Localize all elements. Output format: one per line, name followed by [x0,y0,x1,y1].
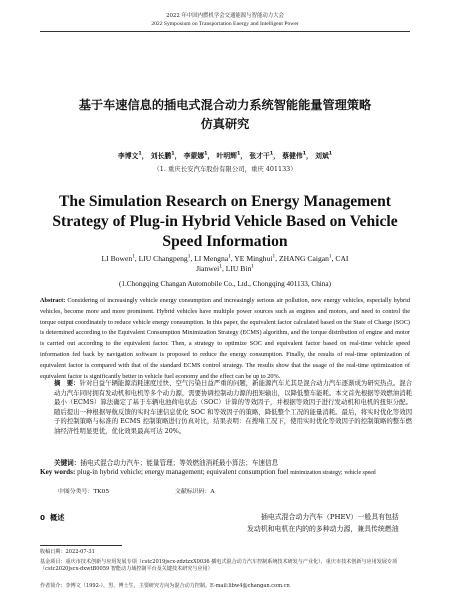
cn-author-list: 李博文$^1$， 刘长鹏$^1$， 李蒙娜$^1$， 叶明辉$^1$， 张才干$^1$， 蔡健伟$^1$， 刘斌$^1$ [117,151,333,160]
header-rule [40,31,410,32]
cn-keywords [54,459,412,468]
cn-keywords-label: 关键词： [54,459,81,467]
cn-title-line2: 仿真研究 [200,117,250,131]
cn-author: 李蒙娜 [183,152,205,160]
classification-number: 中图分类号：TK05 [58,489,110,495]
en-author-affil-mark: 1 [328,253,332,260]
en-author-affil-mark: 1 [132,253,135,260]
cn-author: 蔡健伟 [282,152,303,160]
running-head-en: 2022 Symposium on Transportation Energy and Intelligent Power [151,21,299,27]
en-abstract-label: Abstract: [40,297,66,304]
footnote-rule [40,545,122,546]
body-text [247,512,412,536]
en-title-line1: The Simulation Research on Energy Management [59,193,391,210]
en-abstract [40,296,410,382]
en-title-line3: Speed Information [162,233,288,250]
cn-keywords-text: 插电式混合动力汽车；能量管理；等效燃油消耗最小算法；车速信息 [80,459,279,467]
footnote-received: 收稿日期：2022-07-31 [40,549,95,555]
en-author-affil-mark: 1 [251,263,254,270]
en-author: LI Mengna [194,254,229,263]
cn-author: 刘长鹏 [150,152,172,160]
cn-abstract-label: 摘 要： [54,379,80,387]
en-author-affil-mark: 1 [187,253,191,260]
en-keywords [40,468,412,479]
en-title-line2: Strategy of Plug-in Hybrid Vehicle Based on Vehicle [52,213,398,230]
cn-author: 刘斌 [315,152,329,160]
en-abstract-text: Considering of increasingly vehicle energy consumption and increasingly serious air pollution, new energy vehicles, especially hybrid vehicles, become more and more prominent. Hybrid vehicles have multiple power sources such as engines and motors, and need to control the torque output coordinately to reduce vehicle energy consumption. In this paper, the equivalent factor calculated based on the State of Charge (SOC) is determined according to the Equivalent Consumption Minimization Strategy (ECMS) algorithm, and the torque distribution of engine and motor is carried out according to the equivalent factor. Then, a strategy to optimize SOC and equivalent factor based on real-time vehicle speed information fed back by navigation software is proposed to reduce the energy consumption. Finally, the results of real-time optimization of equivalent factor is compared with that of the standard ECMS control strategy. The results show that the usage of the real-time optimization of equivalent factor is significantly better in vehicle fuel economy and the effect can be up to 20%. [40,297,410,380]
footnote-fund: 基金项目：重庆市技术创新与应用发展专项（cstc2019jscx-zdztzxX0036 插电式混合动力汽车控制系统技术研发与产业化），重庆市技术创新与应用发展专项（cstc2020jscx-dxwtB0059 智能动力域控制平台及关键技术研究与应用） [40,559,398,573]
en-author: CAI Jianwei [196,254,349,273]
cn-author-affil-mark: 1 [269,151,274,157]
section-title: 概述 [50,513,65,522]
body-line: 插电式混合动力汽车（PHEV）一般具有包括 [261,513,399,521]
section-heading [40,513,64,523]
en-author: LIU Bin [225,264,252,273]
en-keywords-text: plug-in hybrid vehicle; energy management; equivalent consumption fuel [77,468,289,476]
body-line: 发动机和电机在内的的多种动力源，兼具传统燃油 [247,524,399,533]
cn-author: 张才干 [249,152,270,160]
en-keywords-label: Key words: [40,468,76,476]
cn-author-affil-mark: 1 [138,151,142,157]
cn-abstract-text: 针对日益午辆能源消耗速度过快、空气污染日益严重的问题，新能源汽车尤其是混合动力汽车逐渐成为研究热点。混合动力汽车同时拥有发动机和电机等多个动力源，需要协调控制动力源的扭矩输出，以降低整车能耗。本文首先根据等效燃油消耗最小（ECMS）算法确定了基于车辆电池荷电状态（SOC）计算的等效因子，并根据等效因子进行发动机和电机的扭矩分配。随后提出一种根据导航反馈的实时车速信息优化 SOC 和等效因子的策略，降低整个工况的能量消耗。最后，将实时优化等效因子的控制策略与标准的 ECMS 控制策略进行仿真对比，结果表明：在搜堵工况下，使用实时优化等效因子的控制策略的整车燃油经济性明显更优，优化效果最高可达 20%。 [54,379,413,435]
cn-title-line1: 基于车速信息的插电式混合动力系统智能能量管理策略 [78,98,372,112]
en-author-list: LI Bowen$^1$, LIU Changpeng$^1$, LI Mengna$^1$, YE Minghui$^1$, ZHANG Caigan$^1$, CAI Jianwei$^1$, LIU Bin$^1$ [101,253,349,273]
en-author: LIU Changpeng [138,254,188,263]
en-author-affil-mark: 1 [272,253,276,260]
document-code: 文献标识码：A [175,489,215,495]
en-keywords-tail-small: minimization strategy; [290,470,343,476]
cn-author: 李博文 [117,152,139,160]
en-author: ZHANG Caigan [278,254,329,263]
en-author: YE Minghui [234,254,273,263]
en-author-affil-mark: 1 [219,263,222,270]
cn-author-affil-mark: 1 [328,151,333,157]
section-number: 0 [40,513,46,522]
cn-author-affil-mark: 1 [171,151,175,157]
en-author-affil-mark: 1 [228,253,231,260]
en-keywords-tail: vehicle speed [344,470,376,476]
en-author: LI Bowen [101,254,133,263]
running-head-cn: 2022 年中国内燃机学会交通能源与智能动力大会 [166,13,284,19]
footnote-author: 作者简介：李博文（1992-），男，博士生，主要研究方向为混合动力控制。E-mail:libw4@changan.com.cn [40,583,290,589]
cn-author: 叶明辉 [216,152,237,160]
cn-affiliation: （1. 重庆长安汽车股份有限公司，重庆 401133） [153,165,297,173]
en-affiliation: (1.Chongqing Changan Automobile Co., Ltd., Chongqing 401133, China) [119,280,331,288]
cn-author-affil-mark: 1 [236,151,241,157]
cn-author-affil-mark: 1 [302,151,306,157]
cn-abstract [54,379,412,436]
cn-author-affil-mark: 1 [204,151,208,157]
